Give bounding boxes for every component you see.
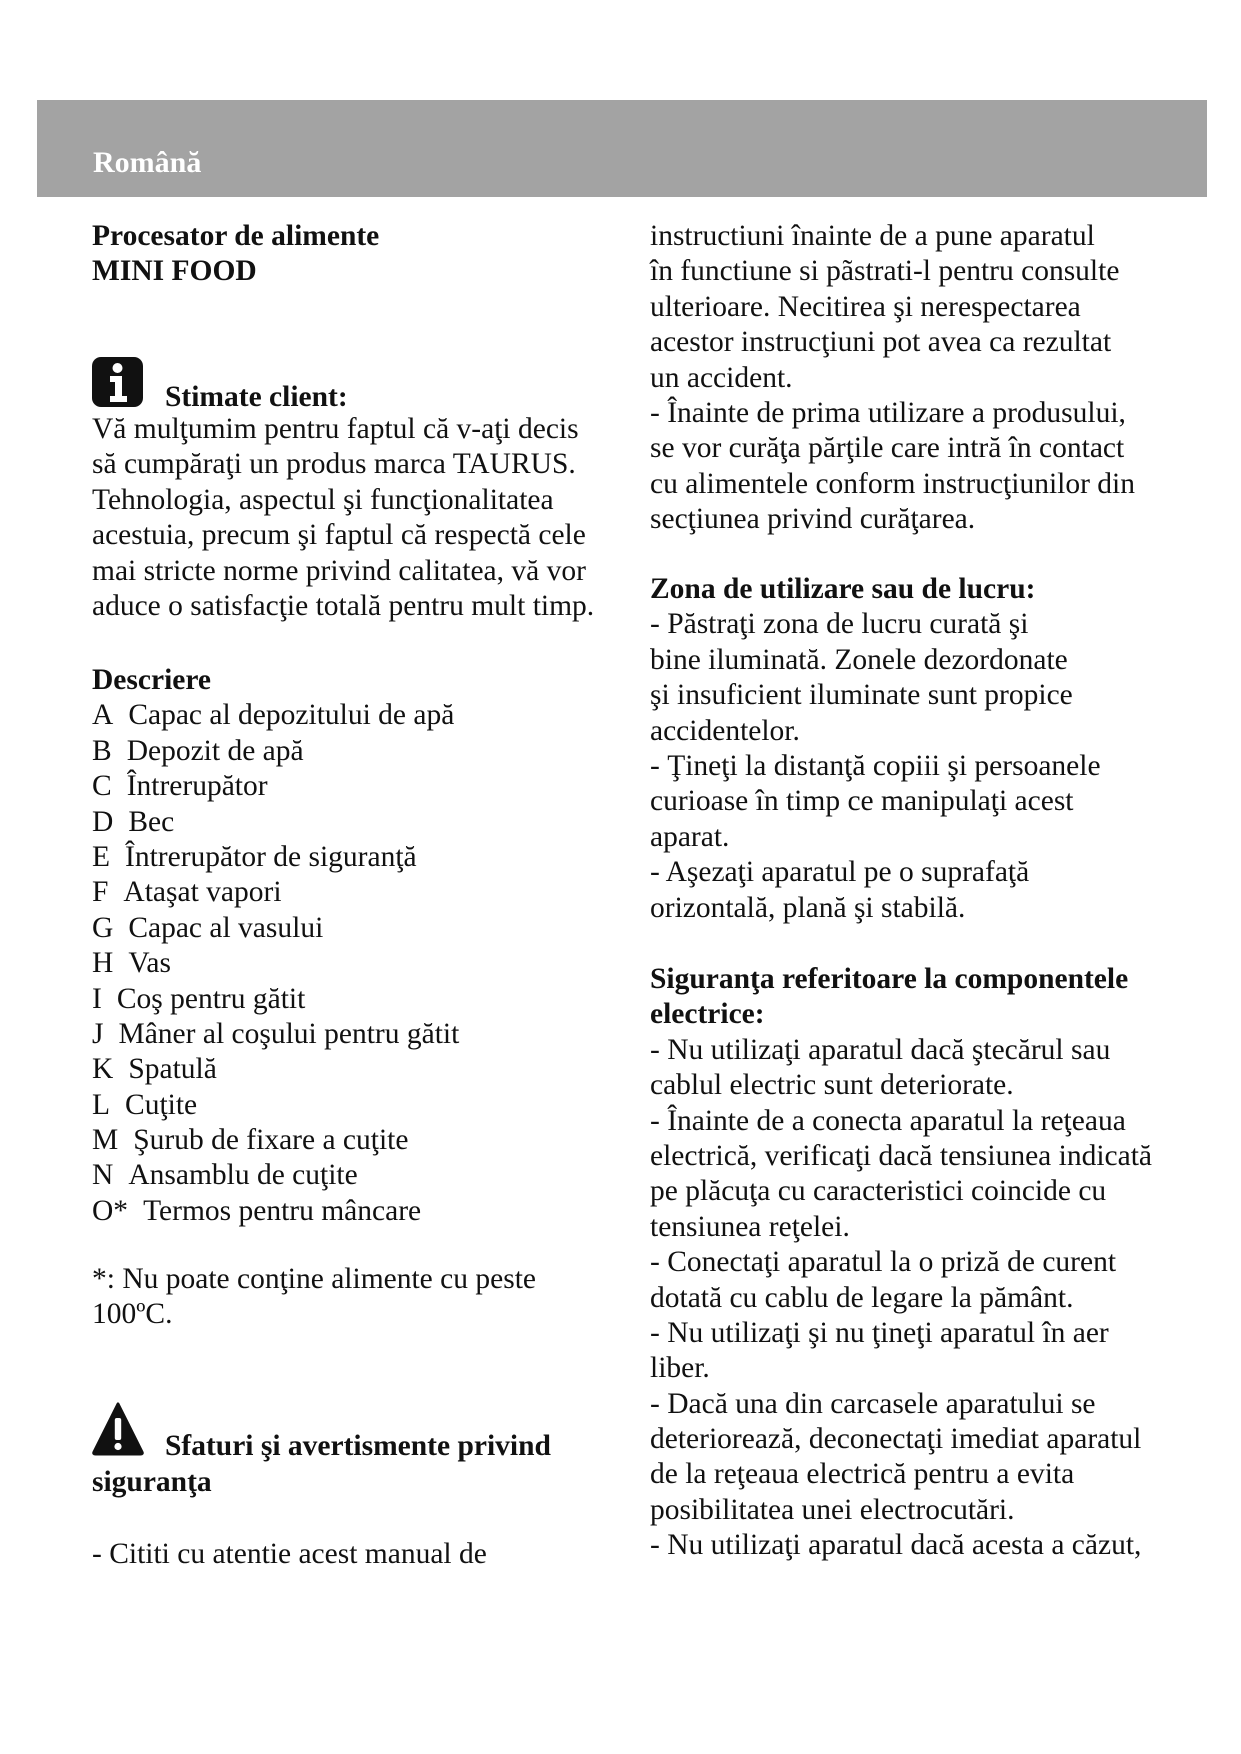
electrical-line: tensiunea reţelei.	[650, 1210, 850, 1243]
part-label: Bec	[128, 805, 175, 838]
part-label: Capac al depozitului de apă	[128, 699, 455, 732]
part-label: Mâner al coşului pentru gătit	[118, 1017, 460, 1050]
parts-list	[92, 698, 459, 1229]
safety-line: - Cititi cu atentie acest manual de	[92, 1538, 487, 1570]
parts-list-item	[92, 1052, 459, 1087]
product-model: MINI FOOD	[92, 255, 257, 288]
parts-list-item	[92, 982, 459, 1017]
description-section	[92, 663, 459, 1229]
part-letter: L	[92, 1088, 111, 1121]
safety-intro	[92, 1537, 487, 1572]
parts-list-item	[92, 946, 459, 981]
greeting-line: aduce o satisfacţie totală pentru mult timp.	[92, 589, 595, 622]
description-heading: Descriere	[92, 664, 212, 696]
part-label: Termos pentru mâncare	[143, 1194, 422, 1227]
greeting-line: Tehnologia, aspectul şi funcţionalitatea	[92, 483, 554, 516]
parts-list-item	[92, 734, 459, 769]
greeting-line: Vă mulţumim pentru faptul că v-aţi decis	[92, 413, 579, 445]
part-letter: C	[92, 770, 112, 803]
part-letter: M	[92, 1124, 119, 1157]
electrical-line: electrică, verificaţi dacă tensiunea indicată	[650, 1139, 1153, 1172]
electrical-line: de la reţeaua electrică pentru a evita	[650, 1458, 1075, 1491]
footnote-line: 100ºC.	[92, 1298, 173, 1331]
part-letter: E	[92, 840, 111, 873]
parts-list-item	[92, 1088, 459, 1123]
parts-list-item	[92, 911, 459, 946]
electrical-line: posibilitatea unei electrocutări.	[650, 1493, 1015, 1526]
safety-line: ulterioare. Necitirea şi nerespectarea	[650, 290, 1081, 323]
electrical-heading-line-2: electrice:	[650, 998, 765, 1031]
part-letter: F	[92, 876, 109, 909]
part-letter: D	[92, 805, 114, 838]
work-area-heading: Zona de utilizare sau de lucru:	[650, 573, 1036, 605]
part-label: Depozit de apă	[126, 734, 304, 767]
greeting-paragraph	[92, 412, 594, 624]
parts-list-item	[92, 840, 459, 875]
electrical-line: liber.	[650, 1352, 710, 1385]
electrical-line: dotată cu cablu de legare la pământ.	[650, 1281, 1074, 1314]
work-area-line: aparat.	[650, 820, 730, 853]
work-area-line: şi insuficient iluminate sunt propice	[650, 679, 1073, 712]
work-area-line: - Ţineţi la distanţă copiii şi persoanele	[650, 749, 1101, 782]
electrical-section	[650, 962, 1152, 1564]
product-title	[92, 219, 379, 290]
work-area-text	[650, 607, 1101, 926]
greeting-line: mai stricte norme privind calitatea, vă vor	[92, 554, 586, 587]
work-area-line: orizontală, plană şi stabilă.	[650, 891, 966, 924]
safety-line: se vor curăţa părţile care intră în contact	[650, 432, 1125, 465]
electrical-line: - Înainte de a conecta aparatul la reţeaua	[650, 1104, 1126, 1137]
safety-line: instructiuni înainte de a pune aparatul	[650, 220, 1095, 252]
part-label: Ansamblu de cuţite	[128, 1159, 358, 1192]
electrical-line: - Nu utilizaţi aparatul dacă acesta a căzut,	[650, 1529, 1142, 1562]
part-label: Vas	[128, 947, 171, 980]
electrical-line: - Nu utilizaţi şi nu ţineţi aparatul în aer	[650, 1316, 1109, 1349]
electrical-line: deteriorează, deconectaţi imediat aparatul	[650, 1423, 1142, 1456]
work-area-line: - Aşezaţi aparatul pe o suprafaţă	[650, 856, 1030, 889]
electrical-heading-line-1: Siguranţa referitoare la componentele	[650, 963, 1129, 995]
part-label: Capac al vasului	[128, 911, 324, 944]
electrical-text	[650, 1033, 1152, 1564]
safety-continued	[650, 219, 1135, 538]
parts-list-item	[92, 1194, 459, 1229]
electrical-line: pe plăcuţa cu caracteristici coincide cu	[650, 1175, 1107, 1208]
electrical-line: - Dacă una din carcasele aparatului se	[650, 1387, 1096, 1420]
footnote-line: *: Nu poate conţine alimente cu peste	[92, 1263, 536, 1295]
part-label: Cuţite	[125, 1088, 198, 1121]
parts-list-item	[92, 769, 459, 804]
part-label: Întrerupător de siguranţă	[125, 840, 417, 873]
part-letter: I	[92, 982, 102, 1015]
description-footnote	[92, 1262, 536, 1333]
work-area-section	[650, 572, 1101, 926]
electrical-line: - Conectaţi aparatul la o priză de curent	[650, 1246, 1117, 1279]
part-letter: K	[92, 1053, 114, 1086]
electrical-line: - Nu utilizaţi aparatul dacă ştecărul sau	[650, 1033, 1111, 1066]
parts-list-item	[92, 1017, 459, 1052]
work-area-line: curioase în timp ce manipulaţi acest	[650, 785, 1074, 818]
part-letter: G	[92, 911, 114, 944]
safety-heading-line-1: Sfaturi şi avertismente privind	[165, 1430, 551, 1462]
part-label: Şurub de fixare a cuţite	[133, 1124, 409, 1157]
part-label: Întrerupător	[126, 770, 268, 803]
greeting-line: să cumpăraţi un produs marca TAURUS.	[92, 448, 576, 481]
part-label: Ataşat vapori	[123, 876, 282, 909]
warning-icon	[92, 1401, 144, 1456]
work-area-line: accidentelor.	[650, 714, 800, 747]
part-letter: O*	[92, 1194, 129, 1227]
info-icon	[92, 357, 143, 407]
work-area-line: bine iluminată. Zonele dezordonate	[650, 643, 1068, 676]
part-letter: H	[92, 947, 114, 980]
language-header-bar	[37, 100, 1207, 197]
safety-line: în functiune si pãstrati-l pentru consulte	[650, 255, 1120, 288]
safety-line: secţiunea privind curăţarea.	[650, 503, 976, 536]
safety-line: cu alimentele conform instrucţiunilor din	[650, 467, 1135, 500]
safety-line: acestor instrucţiuni pot avea ca rezultat	[650, 326, 1112, 359]
electrical-line: cablul electric sunt deteriorate.	[650, 1069, 1014, 1102]
parts-list-item	[92, 1123, 459, 1158]
parts-list-item	[92, 875, 459, 910]
product-name: Procesator de alimente	[92, 220, 380, 252]
safety-heading-line-2: siguranţa	[92, 1466, 212, 1498]
greeting-line: acestuia, precum şi faptul că respectă cele	[92, 519, 586, 552]
part-letter: A	[92, 699, 114, 732]
work-area-line: - Păstraţi zona de lucru curată şi	[650, 608, 1029, 641]
parts-list-item	[92, 1158, 459, 1193]
part-letter: J	[92, 1017, 104, 1050]
safety-line: un accident.	[650, 361, 793, 394]
part-letter: N	[92, 1159, 114, 1192]
part-label: Coş pentru gătit	[116, 982, 306, 1015]
language-title: Română	[93, 146, 202, 179]
greeting-heading: Stimate client:	[165, 381, 348, 413]
safety-line: - Înainte de prima utilizare a produsului,	[650, 396, 1126, 429]
part-label: Spatulă	[128, 1053, 217, 1086]
part-letter: B	[92, 734, 112, 767]
parts-list-item	[92, 805, 459, 840]
parts-list-item	[92, 698, 459, 733]
